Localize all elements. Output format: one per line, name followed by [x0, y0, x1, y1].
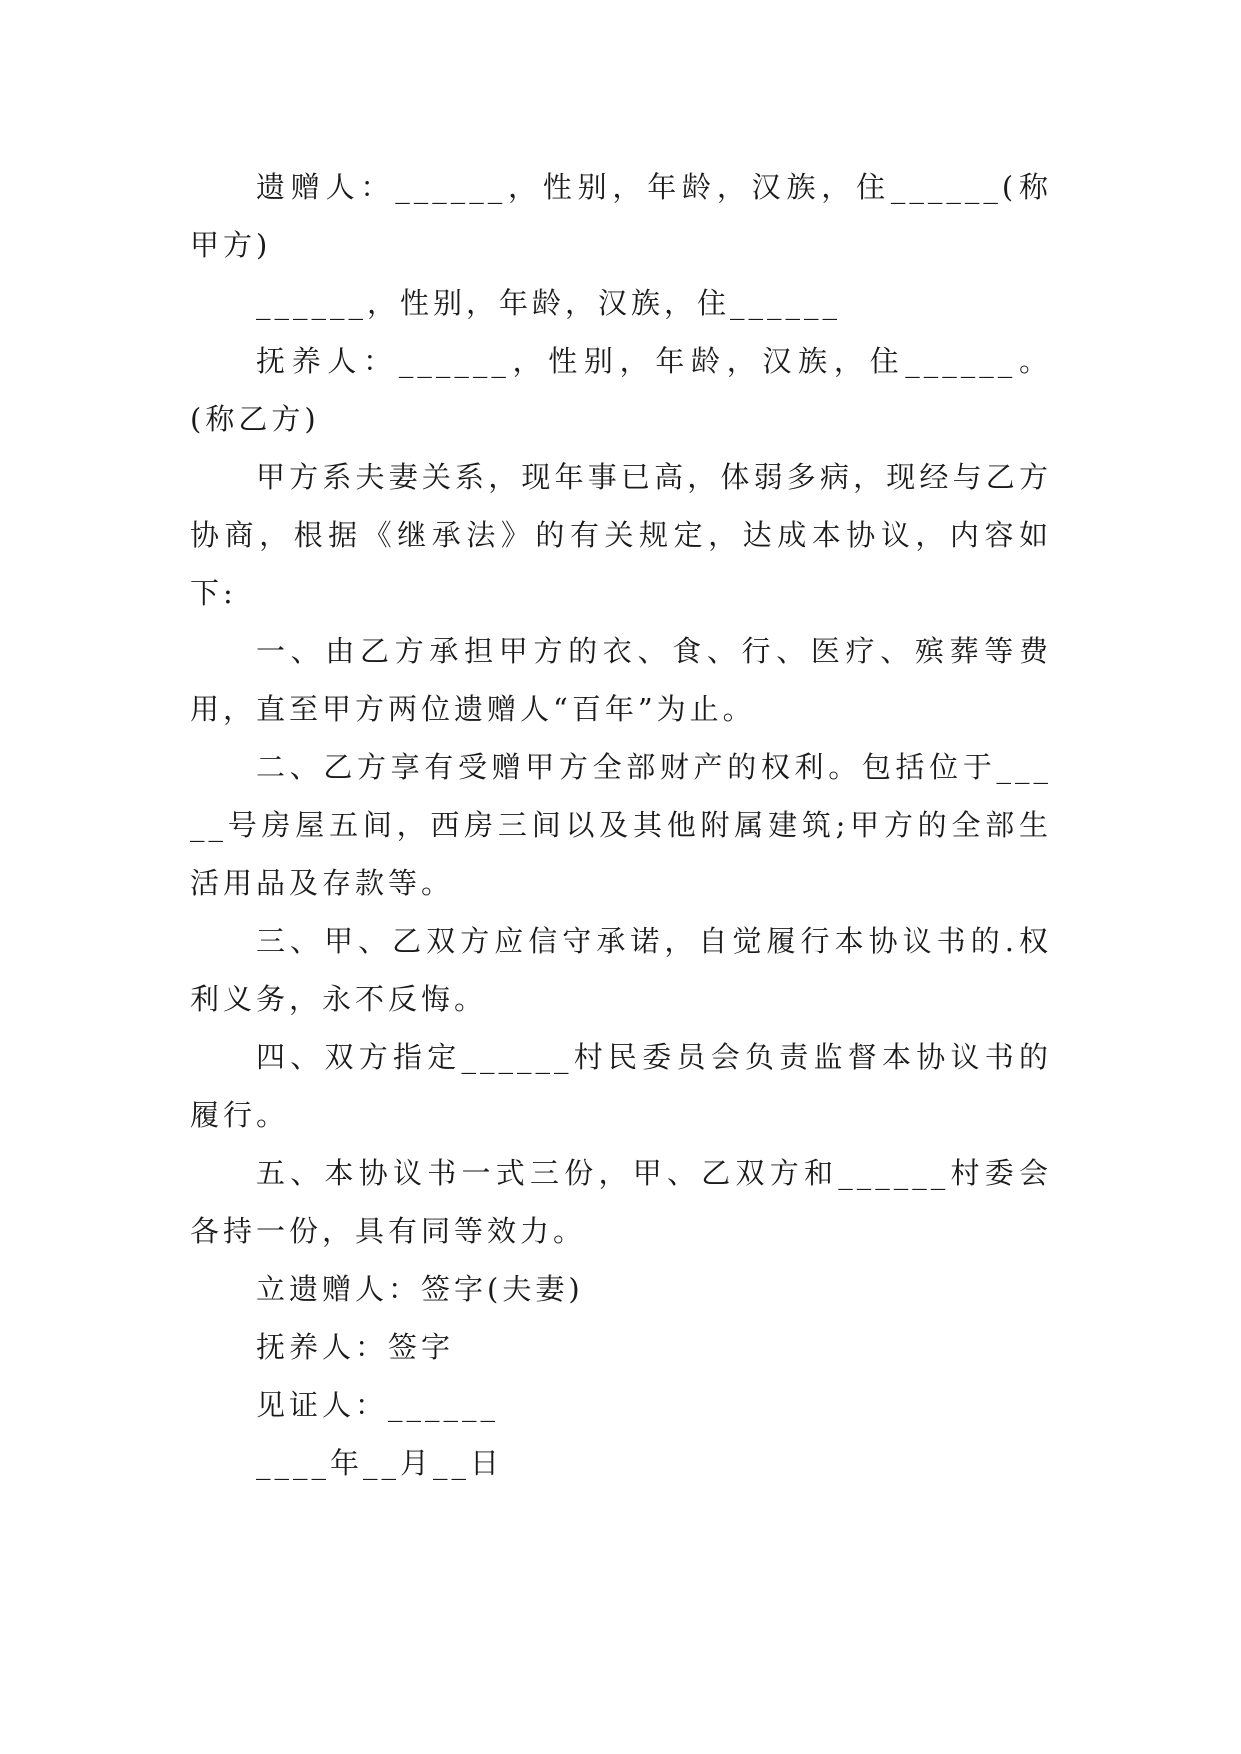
clause-4: 四、双方指定______村民委员会负责监督本协议书的履行。: [190, 1040, 1052, 1132]
document-body: [190, 158, 1052, 1492]
clause-3: 三、甲、乙双方应信守承诺，自觉履行本协议书的.权利义务，永不反悔。: [190, 924, 1052, 1016]
signature-witness: 见证人：______: [256, 1388, 500, 1422]
clause-1: 一、由乙方承担甲方的衣、食、行、医疗、殡葬等费用，直至甲方两位遗赠人“百年”为止。: [190, 634, 1052, 726]
signature-bequeather: 立遗赠人：签字(夫妻): [256, 1272, 584, 1306]
signature-supporter: 抚养人：签字: [256, 1330, 455, 1364]
paragraph-preamble: 甲方系夫妻关系，现年事已高，体弱多病，现经与乙方协商，根据《继承法》的有关规定，达成本协议，内容如下:: [190, 460, 1052, 610]
clause-2: 二、乙方享有受赠甲方全部财产的权利。包括位于_____号房屋五间，西房三间以及其他附属建筑;甲方的全部生活用品及存款等。: [190, 750, 1052, 900]
paragraph-bequeather-spouse: ______，性别，年龄，汉族，住______: [256, 286, 842, 320]
clause-5: 五、本协议书一式三份，甲、乙双方和______村委会各持一份，具有同等效力。: [190, 1156, 1052, 1248]
paragraph-bequeather: 遗赠人：______，性别，年龄，汉族，住______(称甲方): [190, 170, 1052, 262]
signature-date: ____年__月__日: [256, 1446, 504, 1480]
paragraph-supporter: 抚养人：______，性别，年龄，汉族，住______。(称乙方): [190, 344, 1052, 436]
